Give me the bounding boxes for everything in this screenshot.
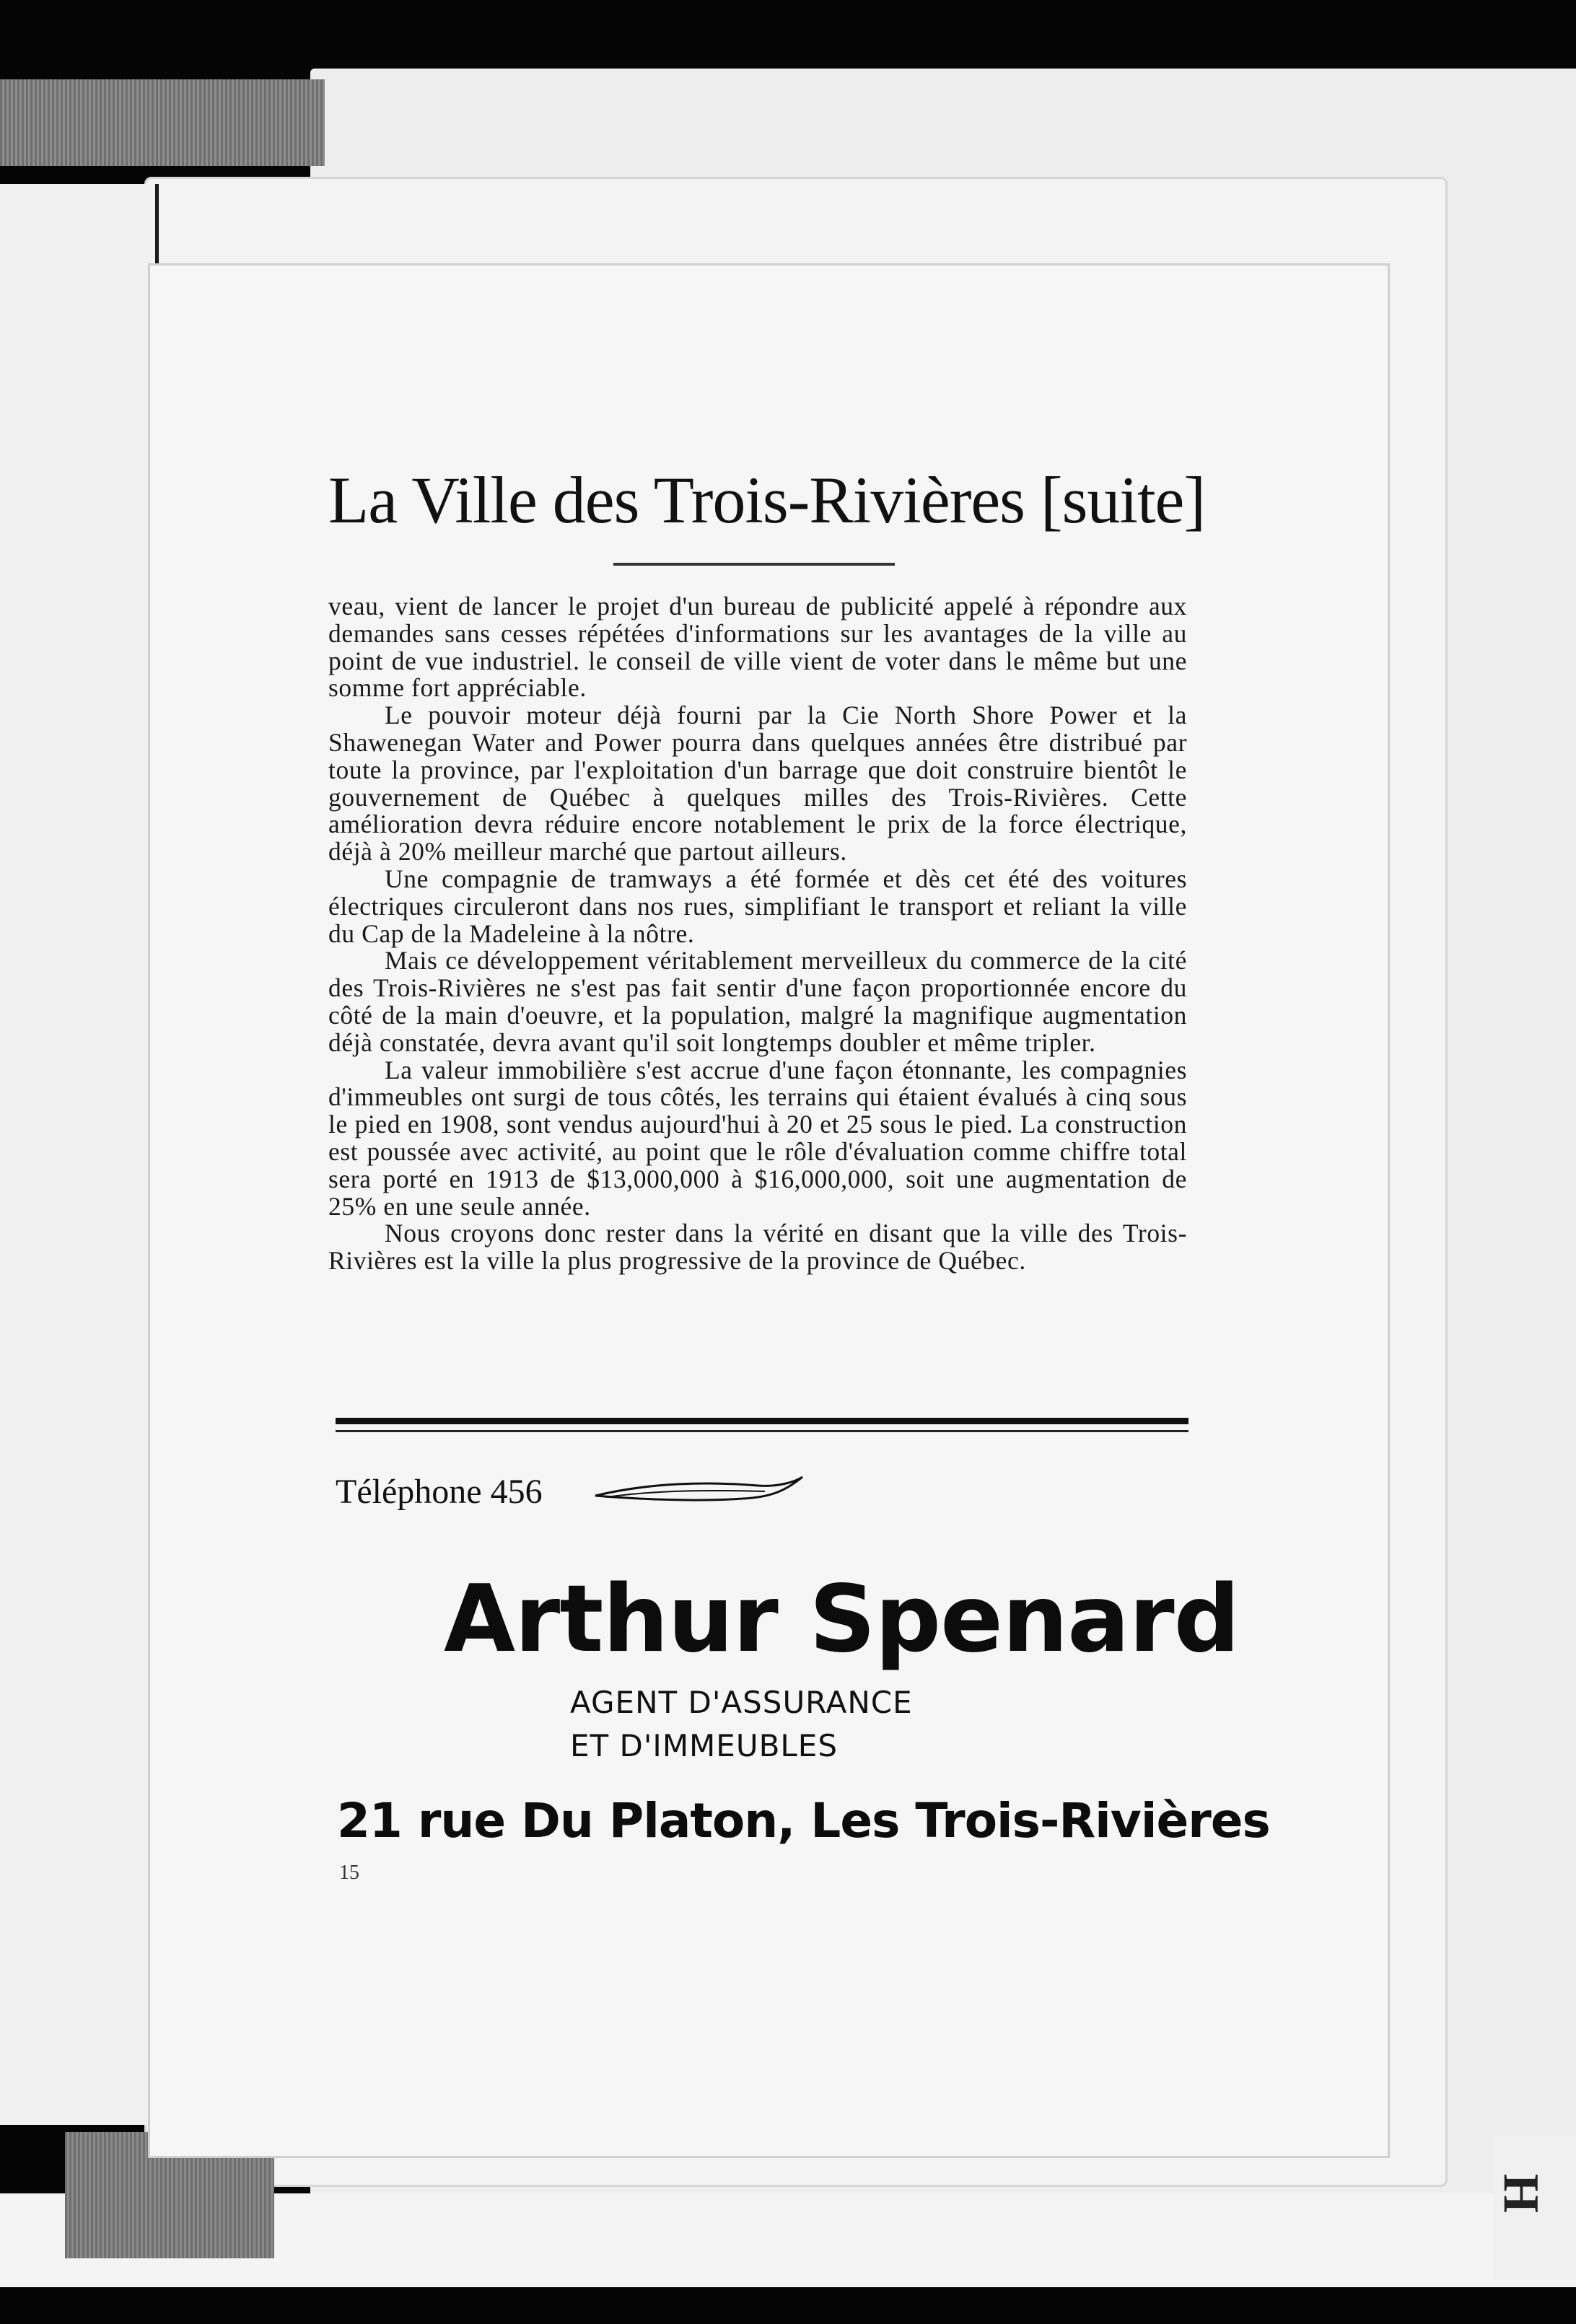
paragraph: Une compagnie de tramways a été formée et dès cet été des voitures électriques circuleront dans nos rues, simplifiant le transport et reliant la ville du Cap de la Madeleine à la nôtre. — [328, 864, 1187, 948]
section-divider-thick — [336, 1418, 1188, 1424]
section-divider-thin — [336, 1430, 1188, 1432]
corner-mark-text: H — [1493, 2173, 1549, 2214]
telephone-label: Téléphone 456 — [336, 1473, 543, 1511]
binding-tape-top — [0, 79, 325, 166]
advertiser-name: Arthur Spenard — [444, 1566, 1240, 1673]
corner-mark — [1494, 2136, 1576, 2280]
left-page-edge — [0, 184, 159, 2125]
title-divider — [613, 563, 895, 566]
article-body — [328, 593, 1187, 1275]
paragraph: Le pouvoir moteur déjà fourni par la Cie North Shore Power et la Shawenegan Water and Power pourra dans quelques années être distribué par toute la province, par l'exploitation d'un barrage que doit construire bientôt le gouvernement de Québec à quelques milles des Trois-Rivières. Cette amélioration devra réduire encore notablement le prix de la force électrique, déjà à 20% meilleur marché que partout ailleurs. — [328, 701, 1187, 867]
page-number: 15 — [339, 1862, 359, 1884]
advertiser-role — [570, 1681, 913, 1768]
advertiser-address: 21 rue Du Platon, Les Trois-Rivières — [337, 1793, 1270, 1849]
paragraph: veau, vient de lancer le projet d'un bureau de publicité appelé à répondre aux demandes sans cesses répétées d'informations sur les avantages de la ville au point de vue industriel. le conseil de ville vient de voter dans le même but une somme fort appréciable. — [328, 592, 1187, 703]
role-line-1: AGENT D'ASSURANCE — [570, 1685, 913, 1720]
article-title: La Ville des Trois-Rivières [suite] — [328, 463, 1205, 537]
paragraph: Nous croyons donc rester dans la vérité en disant que la ville des Trois-Rivières est la ville la plus progressive de la province de Québec. — [328, 1219, 1187, 1276]
role-line-2: ET D'IMMEUBLES — [570, 1728, 838, 1763]
paragraph: La valeur immobilière s'est accrue d'une façon étonnante, les compagnies d'immeubles ont surgi de tous côtés, les terrains qui étaient évalués à cinq sous le pied en 1908, sont vendus aujourd'hui à 20 et 25 sous le pied. La construction est poussée avec activité, au point que le rôle d'évaluation comme chiffre total sera porté en 1913 de $13,000,000 à $16,000,000, soit une augmentation de 25% en une seule année. — [328, 1055, 1187, 1221]
flourish-ornament — [592, 1468, 808, 1512]
paragraph: Mais ce développement véritablement merveilleux du commerce de la cité des Trois-Rivières ne s'est pas fait sentir d'une façon proportionnée encore du côté de la main d'oeuvre, et la population, malgré la magnifique augmentation déjà constatée, devra avant qu'il soit longtemps doubler et même tripler. — [328, 946, 1187, 1057]
